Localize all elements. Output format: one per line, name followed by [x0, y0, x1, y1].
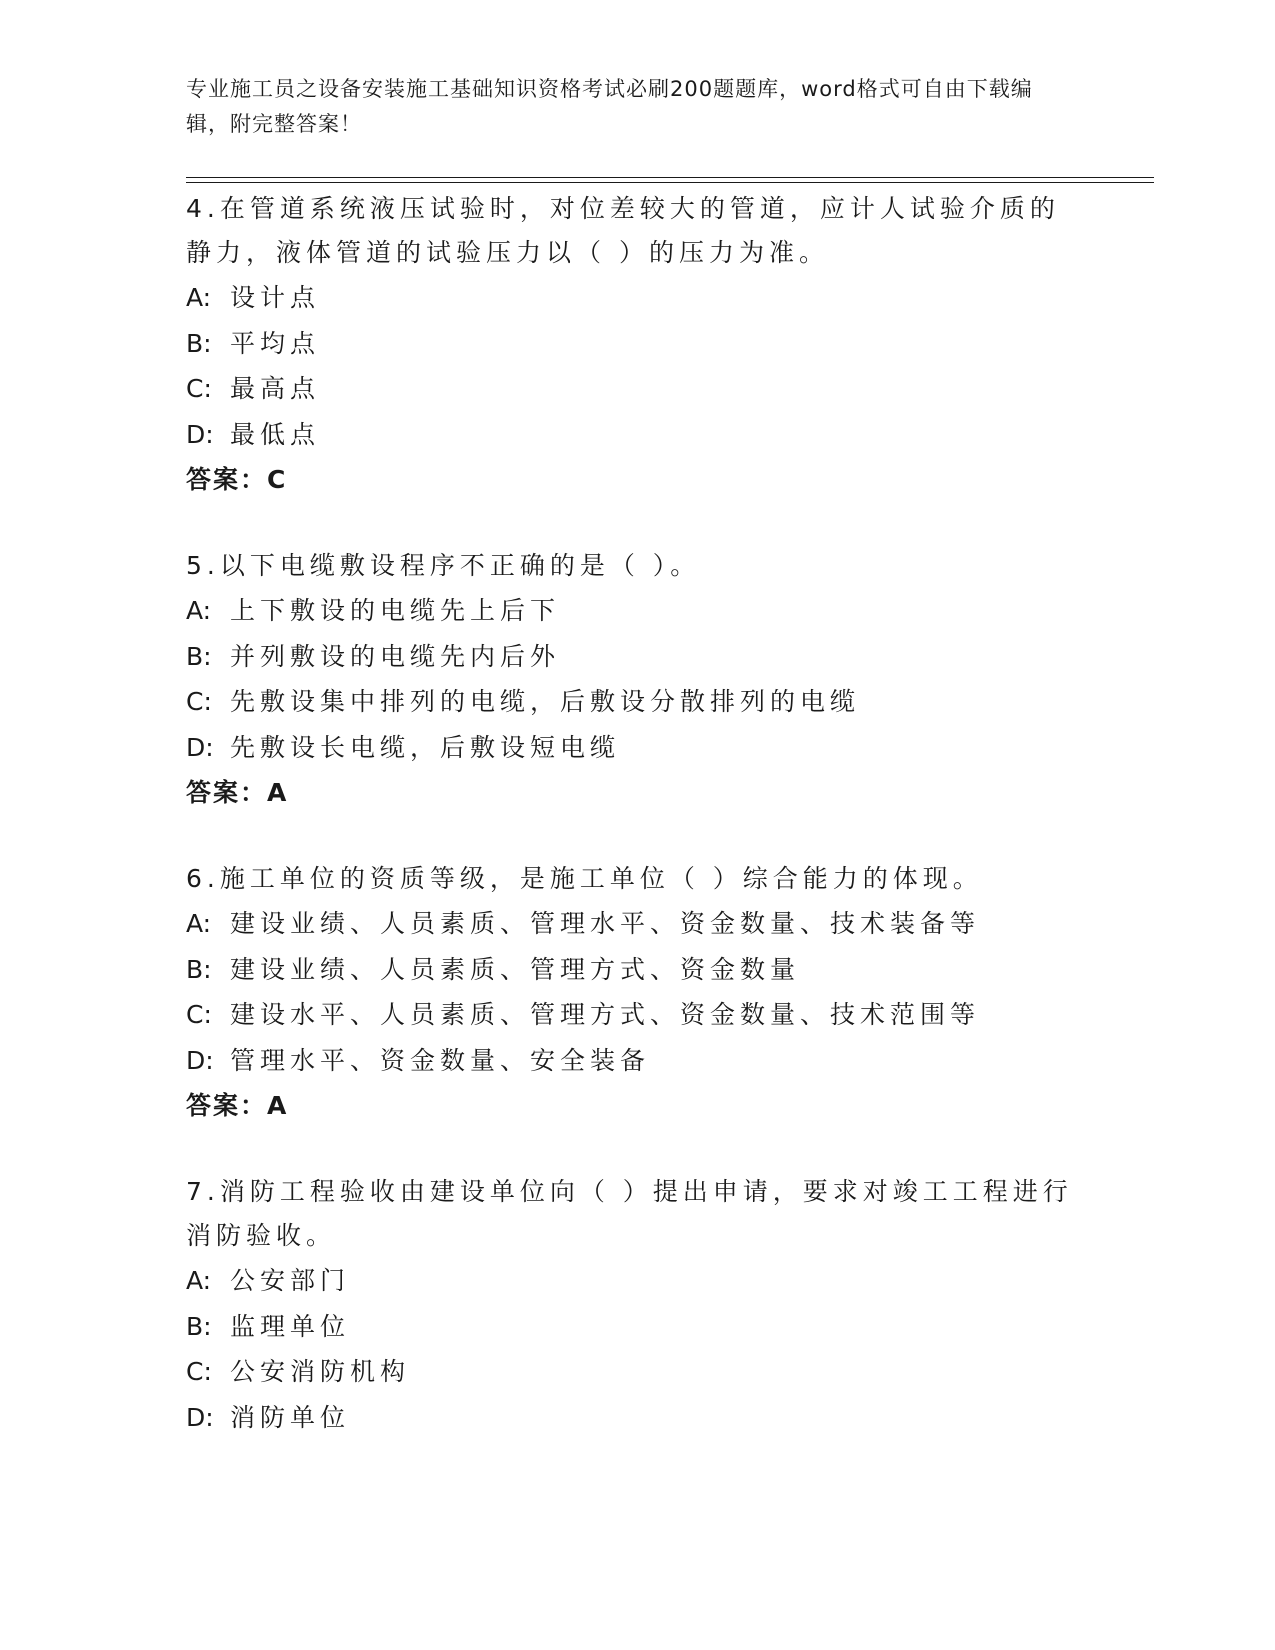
- question-stem: 6.施工单位的资质等级，是施工单位（ ）综合能力的体现。: [186, 864, 983, 893]
- answer-label: 答案：: [186, 1091, 268, 1120]
- option-text: 建设业绩、人员素质、管理水平、资金数量、技术装备等: [230, 909, 981, 938]
- question-5: [186, 544, 1086, 815]
- option-text: 先敷设长电缆，后敷设短电缆: [230, 732, 621, 762]
- option-a: [186, 588, 1086, 634]
- option-text: 设计点: [230, 283, 321, 312]
- option-b: [186, 1304, 1086, 1350]
- answer-value: C: [267, 465, 288, 494]
- option-text: 公安部门: [230, 1266, 351, 1295]
- question-stem: 4.在管道系统液压试验时，对位差较大的管道，应计人试验介质的静力，液体管道的试验压力以（ ）的压力为准。: [186, 194, 1060, 267]
- option-a: [186, 901, 1086, 947]
- option-d: [186, 412, 1086, 458]
- question-stem: 7.消防工程验收由建设单位向（ ）提出申请，要求对竣工工程进行消防验收。: [186, 1177, 1073, 1250]
- option-text: 消防单位: [230, 1402, 351, 1432]
- question-stem: 5.以下电缆敷设程序不正确的是（ ）。: [186, 551, 701, 580]
- answer-value: A: [267, 1091, 289, 1120]
- document-intro: 专业施工员之设备安装施工基础知识资格考试必刷200题题库，word格式可自由下载编辑，附完整答案！: [186, 77, 1033, 136]
- option-letter: B:: [186, 954, 212, 984]
- option-d: [186, 1038, 1086, 1084]
- option-b: [186, 947, 1086, 993]
- question-4: [186, 187, 1086, 502]
- option-letter: B:: [186, 1311, 212, 1341]
- option-text: 最高点: [230, 374, 321, 403]
- option-letter: A:: [186, 1266, 212, 1295]
- answer-line: [186, 457, 1086, 502]
- option-letter: D:: [186, 1402, 214, 1432]
- question-list: [186, 187, 1086, 1482]
- option-letter: C:: [186, 1357, 212, 1386]
- option-letter: B:: [186, 328, 212, 358]
- option-c: [186, 679, 1086, 725]
- option-text: 建设业绩、人员素质、管理方式、资金数量: [230, 954, 801, 984]
- option-text: 上下敷设的电缆先上后下: [230, 596, 561, 625]
- option-b: [186, 321, 1086, 367]
- answer-label: 答案：: [186, 465, 268, 494]
- option-letter: D:: [186, 419, 214, 449]
- answer-label: 答案：: [186, 778, 268, 807]
- option-d: [186, 725, 1086, 771]
- option-text: 先敷设集中排列的电缆，后敷设分散排列的电缆: [230, 687, 861, 716]
- option-letter: C:: [186, 374, 212, 403]
- option-c: [186, 992, 1086, 1038]
- answer-value: A: [267, 778, 289, 807]
- question-6: [186, 857, 1086, 1128]
- answer-line: [186, 1083, 1086, 1128]
- header-divider-top: [186, 177, 1154, 178]
- option-a: [186, 275, 1086, 321]
- option-letter: A:: [186, 283, 212, 312]
- option-letter: B:: [186, 641, 212, 671]
- option-c: [186, 366, 1086, 412]
- option-d: [186, 1395, 1086, 1441]
- option-letter: A:: [186, 596, 212, 625]
- question-7: [186, 1170, 1086, 1440]
- option-letter: D:: [186, 732, 214, 762]
- option-text: 平均点: [230, 328, 321, 358]
- option-b: [186, 634, 1086, 680]
- option-text: 监理单位: [230, 1311, 351, 1341]
- option-text: 建设水平、人员素质、管理方式、资金数量、技术范围等: [230, 1000, 981, 1029]
- option-letter: C:: [186, 1000, 212, 1029]
- answer-line: [186, 770, 1086, 815]
- header-divider-bottom: [186, 182, 1154, 183]
- option-text: 管理水平、资金数量、安全装备: [230, 1045, 651, 1075]
- option-letter: C:: [186, 687, 212, 716]
- option-a: [186, 1258, 1086, 1304]
- option-text: 并列敷设的电缆先内后外: [230, 641, 561, 671]
- option-letter: A:: [186, 909, 212, 938]
- option-text: 公安消防机构: [230, 1357, 411, 1386]
- option-c: [186, 1349, 1086, 1395]
- option-text: 最低点: [230, 419, 321, 449]
- option-letter: D:: [186, 1045, 214, 1075]
